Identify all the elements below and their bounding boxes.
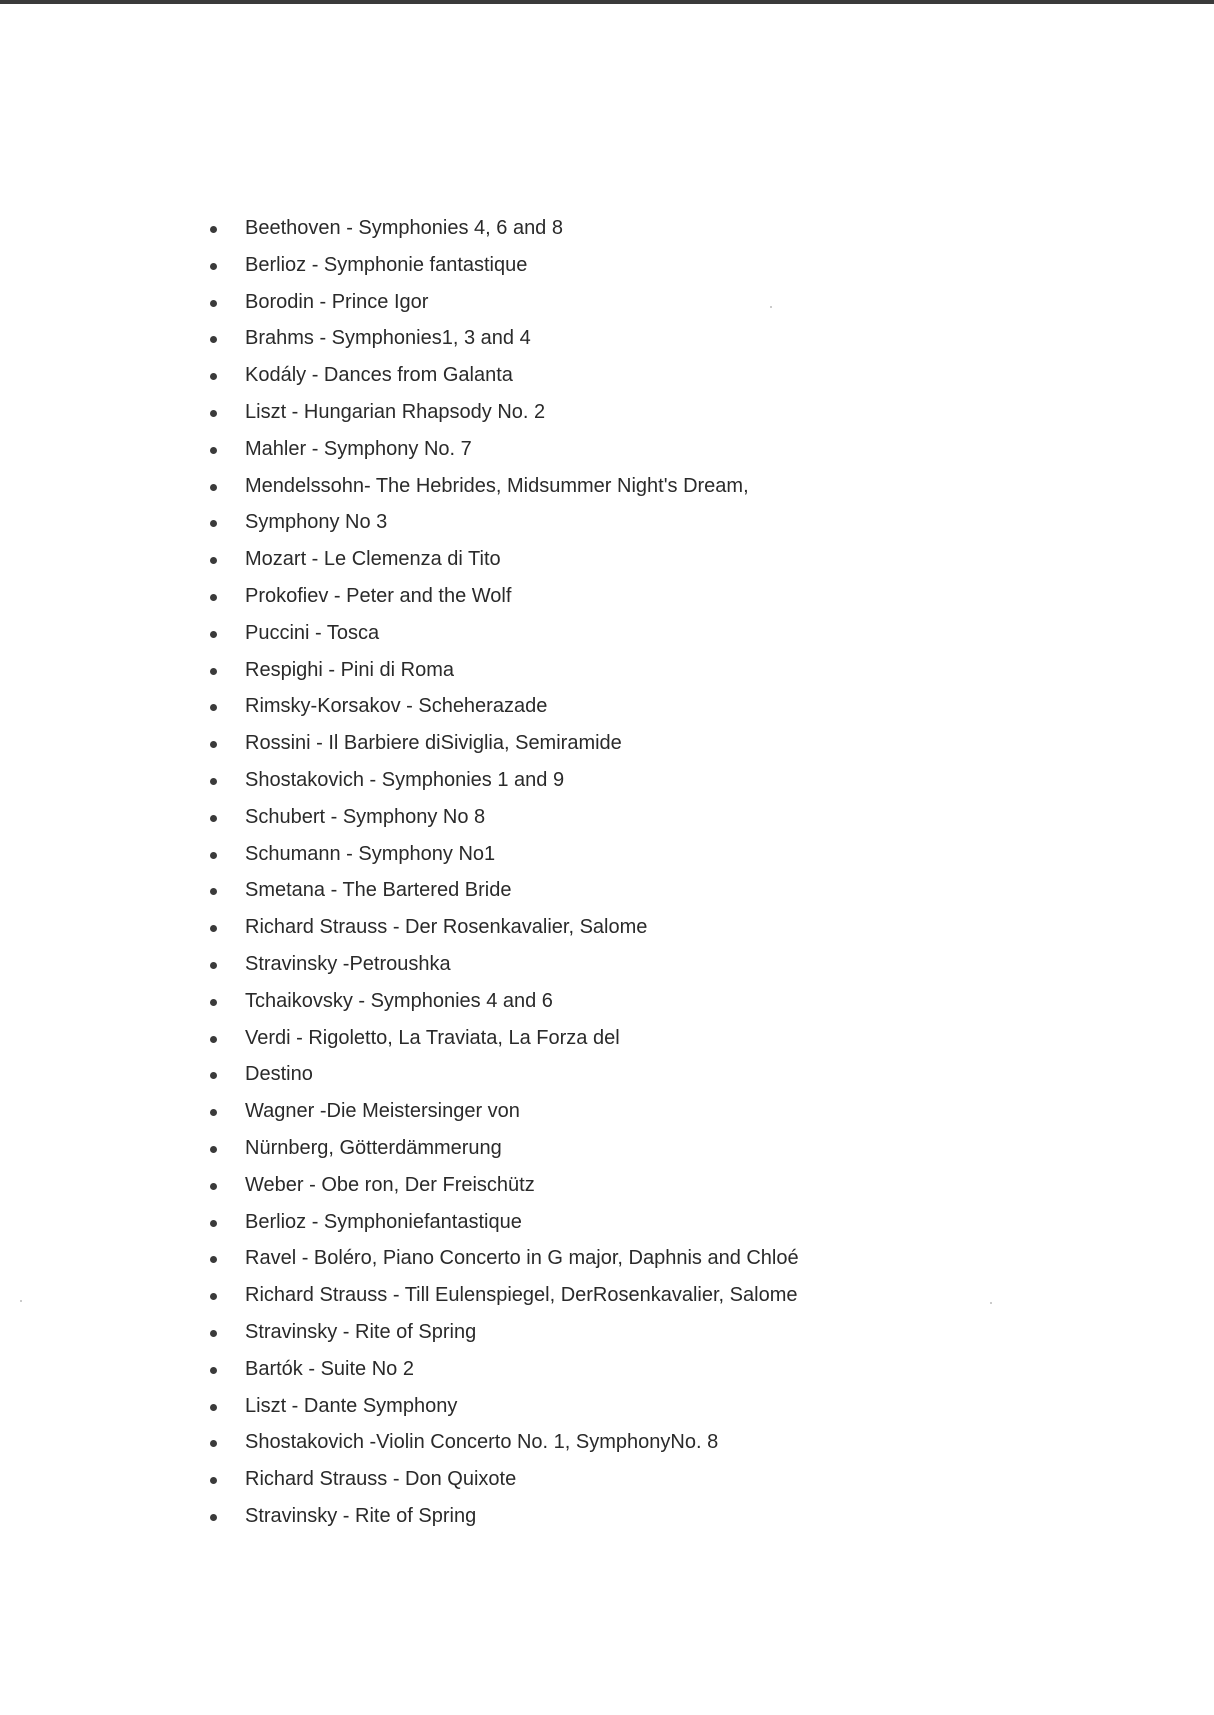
list-item-text: Berlioz - Symphoniefantastique xyxy=(245,1210,522,1233)
list-item xyxy=(200,470,1100,507)
list-item-text: Richard Strauss - Der Rosenkavalier, Salome xyxy=(245,916,648,939)
list-item-text: Beethoven - Symphonies 4, 6 and 8 xyxy=(245,217,563,239)
bullet-icon xyxy=(210,1146,217,1153)
list-item-text: Mendelssohn- The Hebrides, Midsummer Night's Dream, xyxy=(245,474,749,497)
bullet-icon xyxy=(210,925,217,932)
list-item xyxy=(200,801,1100,838)
list-item-text: Tchaikovsky - Symphonies 4 and 6 xyxy=(245,989,553,1012)
list-item-text: Schumann - Symphony No1 xyxy=(245,842,496,865)
list-item xyxy=(200,1206,1100,1243)
bullet-icon xyxy=(210,1514,217,1521)
repertoire-list xyxy=(200,212,1100,1537)
list-item-text: Smetana - The Bartered Bride xyxy=(245,879,512,902)
bullet-icon xyxy=(210,852,217,859)
bullet-icon xyxy=(210,300,217,307)
bullet-icon xyxy=(210,594,217,601)
list-item xyxy=(200,322,1100,359)
list-item xyxy=(200,1242,1100,1279)
bullet-icon xyxy=(210,447,217,454)
bullet-icon xyxy=(210,373,217,380)
bullet-icon xyxy=(210,1036,217,1043)
list-item-text: Bartók - Suite No 2 xyxy=(245,1357,414,1380)
bullet-icon xyxy=(210,1072,217,1079)
list-item xyxy=(200,580,1100,617)
list-item xyxy=(200,1353,1100,1390)
list-item-text: Shostakovich - Symphonies 1 and 9 xyxy=(245,768,565,791)
list-item xyxy=(200,1500,1100,1537)
list-item xyxy=(200,617,1100,654)
bullet-icon xyxy=(210,1293,217,1300)
list-item xyxy=(200,506,1100,543)
list-item xyxy=(200,1132,1100,1169)
list-item xyxy=(200,396,1100,433)
bullet-icon xyxy=(210,410,217,417)
bullet-icon xyxy=(210,336,217,343)
list-item xyxy=(200,911,1100,948)
bullet-icon xyxy=(210,226,217,233)
list-item xyxy=(200,985,1100,1022)
top-scan-edge xyxy=(0,0,1214,4)
list-item-text: Schubert - Symphony No 8 xyxy=(245,805,486,828)
list-item-text: Weber - Obe ron, Der Freischütz xyxy=(245,1173,535,1196)
list-item xyxy=(200,433,1100,470)
list-item-text: Borodin - Prince Igor xyxy=(245,290,429,313)
bullet-icon xyxy=(210,557,217,564)
list-item-text: Respighi - Pini di Roma xyxy=(245,658,454,681)
list-item xyxy=(200,838,1100,875)
scan-speck xyxy=(20,1300,22,1302)
bullet-icon xyxy=(210,520,217,527)
list-item-text: Rossini - Il Barbiere diSiviglia, Semiramide xyxy=(245,732,622,755)
list-item-text: Richard Strauss - Till Eulenspiegel, DerRosenkavalier, Salome xyxy=(245,1284,798,1307)
bullet-icon xyxy=(210,888,217,895)
bullet-icon xyxy=(210,263,217,270)
list-item xyxy=(200,948,1100,985)
list-item-text: Verdi - Rigoletto, La Traviata, La Forza del xyxy=(245,1026,620,1049)
bullet-icon xyxy=(210,1256,217,1263)
list-item xyxy=(200,212,1100,249)
bullet-icon xyxy=(210,778,217,785)
list-item xyxy=(200,1316,1100,1353)
list-item-text: Destino xyxy=(245,1063,313,1086)
bullet-icon xyxy=(210,815,217,822)
bullet-icon xyxy=(210,741,217,748)
list-item-text: Stravinsky - Rite of Spring xyxy=(245,1320,477,1343)
list-item-text: Richard Strauss - Don Quixote xyxy=(245,1468,517,1491)
list-item-text: Berlioz - Symphonie fantastique xyxy=(245,253,528,276)
list-item xyxy=(200,1058,1100,1095)
list-item xyxy=(200,1169,1100,1206)
list-item xyxy=(200,1095,1100,1132)
list-item-text: Liszt - Dante Symphony xyxy=(245,1394,458,1417)
list-item-text: Puccini - Tosca xyxy=(245,621,380,644)
bullet-icon xyxy=(210,484,217,491)
list-item xyxy=(200,543,1100,580)
list-item-text: Shostakovich -Violin Concerto No. 1, SymphonyNo. 8 xyxy=(245,1431,719,1454)
bullet-icon xyxy=(210,631,217,638)
bullet-icon xyxy=(210,1330,217,1337)
list-item-text: Prokofiev - Peter and the Wolf xyxy=(245,584,512,607)
list-item xyxy=(200,1463,1100,1500)
list-item xyxy=(200,1390,1100,1427)
bullet-icon xyxy=(210,1367,217,1374)
list-item-text: Kodály - Dances from Galanta xyxy=(245,364,513,387)
bullet-icon xyxy=(210,1183,217,1190)
bullet-icon xyxy=(210,1477,217,1484)
list-item-text: Symphony No 3 xyxy=(245,511,388,534)
list-item-text: Brahms - Symphonies1, 3 and 4 xyxy=(245,327,531,350)
bullet-icon xyxy=(210,1220,217,1227)
list-item xyxy=(200,654,1100,691)
bullet-icon xyxy=(210,1109,217,1116)
list-item-text: Stravinsky - Rite of Spring xyxy=(245,1504,477,1527)
list-item xyxy=(200,286,1100,323)
list-item-text: Liszt - Hungarian Rhapsody No. 2 xyxy=(245,400,546,423)
list-item xyxy=(200,764,1100,801)
list-item-text: Mahler - Symphony No. 7 xyxy=(245,437,472,460)
list-item-text: Nürnberg, Götterdämmerung xyxy=(245,1136,502,1159)
list-item-text: Ravel - Boléro, Piano Concerto in G major, Daphnis and Chloé xyxy=(245,1247,799,1270)
list-item-text: Rimsky-Korsakov - Scheherazade xyxy=(245,695,548,718)
list-item xyxy=(200,1022,1100,1059)
list-item xyxy=(200,1426,1100,1463)
list-item-text: Mozart - Le Clemenza di Tito xyxy=(245,548,501,571)
list-item xyxy=(200,1279,1100,1316)
bullet-icon xyxy=(210,962,217,969)
list-item-text: Wagner -Die Meistersinger von xyxy=(245,1100,520,1123)
list-item xyxy=(200,874,1100,911)
bullet-icon xyxy=(210,1404,217,1411)
list-item xyxy=(200,727,1100,764)
list-item xyxy=(200,359,1100,396)
bullet-icon xyxy=(210,704,217,711)
list-item xyxy=(200,690,1100,727)
list-item xyxy=(200,249,1100,286)
bullet-icon xyxy=(210,1440,217,1447)
list-item-text: Stravinsky -Petroushka xyxy=(245,952,451,975)
bullet-icon xyxy=(210,999,217,1006)
bullet-icon xyxy=(210,668,217,675)
